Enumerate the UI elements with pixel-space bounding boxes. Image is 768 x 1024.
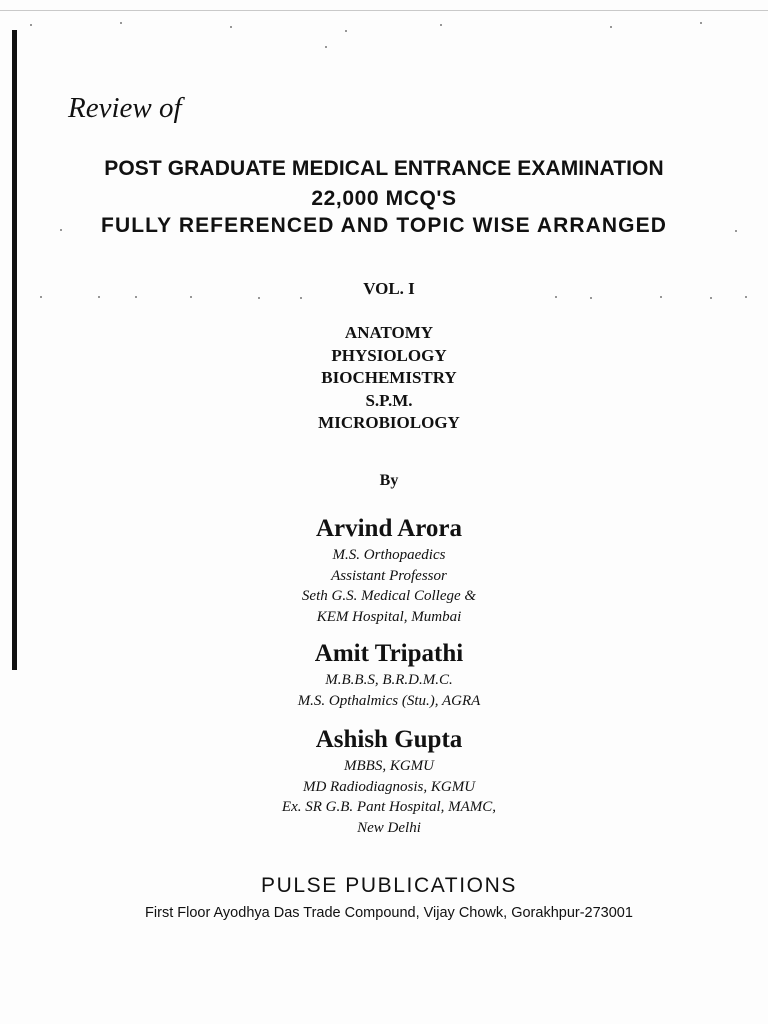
scan-speck	[120, 22, 122, 24]
scan-speck	[325, 46, 327, 48]
scan-speck	[230, 26, 232, 28]
author-name: Amit Tripathi	[314, 640, 464, 667]
scan-top-edge	[0, 10, 768, 11]
publisher-address: First Floor Ayodhya Das Trade Compound, Vijay Chowk, Gorakhpur-273001	[145, 905, 633, 921]
author-credential: Assistant Professor	[331, 567, 447, 584]
scan-speck	[440, 24, 442, 26]
author-credential: MBBS, KGMU	[344, 758, 434, 774]
author-credential: M.S. Opthalmics (Stu.), AGRA	[297, 692, 481, 709]
subject-item: PHYSIOLOGY	[331, 345, 447, 365]
subject-item: MICROBIOLOGY	[318, 413, 460, 432]
volume-label: VOL. I	[363, 279, 415, 298]
subject-item: S.P.M.	[365, 390, 413, 410]
scan-speck	[345, 30, 347, 32]
author-credential: MD Radiodiagnosis, KGMU	[302, 778, 476, 795]
author-credential: New Delhi	[357, 819, 421, 836]
arrangement-title: FULLY REFERENCED AND TOPIC WISE ARRANGED	[101, 214, 667, 237]
author-block	[0, 514, 768, 627]
author-name: Arvind Arora	[315, 515, 463, 542]
author-credential: Ex. SR G.B. Pant Hospital, MAMC,	[281, 799, 497, 815]
mcq-count-title: 22,000 MCQ'S	[311, 187, 457, 210]
author-block	[0, 639, 768, 711]
author-name: Ashish Gupta	[315, 726, 463, 753]
subject-list	[0, 322, 768, 435]
author-credential: Seth G.S. Medical College &	[301, 588, 477, 604]
by-label: By	[379, 472, 399, 489]
author-credential: KEM Hospital, Mumbai	[316, 608, 462, 625]
author-credential: M.B.B.S, B.R.D.M.C.	[325, 672, 453, 688]
author-block	[0, 725, 768, 838]
series-label: Review of	[68, 92, 182, 124]
scan-speck	[610, 26, 612, 28]
author-credential: M.S. Orthopaedics	[332, 547, 446, 563]
subject-item: BIOCHEMISTRY	[321, 368, 457, 387]
scan-speck	[700, 22, 702, 24]
scan-speck	[30, 24, 32, 26]
main-title: POST GRADUATE MEDICAL ENTRANCE EXAMINATION	[104, 157, 664, 180]
publisher-name: PULSE PUBLICATIONS	[261, 874, 517, 897]
subject-item: ANATOMY	[344, 323, 434, 342]
